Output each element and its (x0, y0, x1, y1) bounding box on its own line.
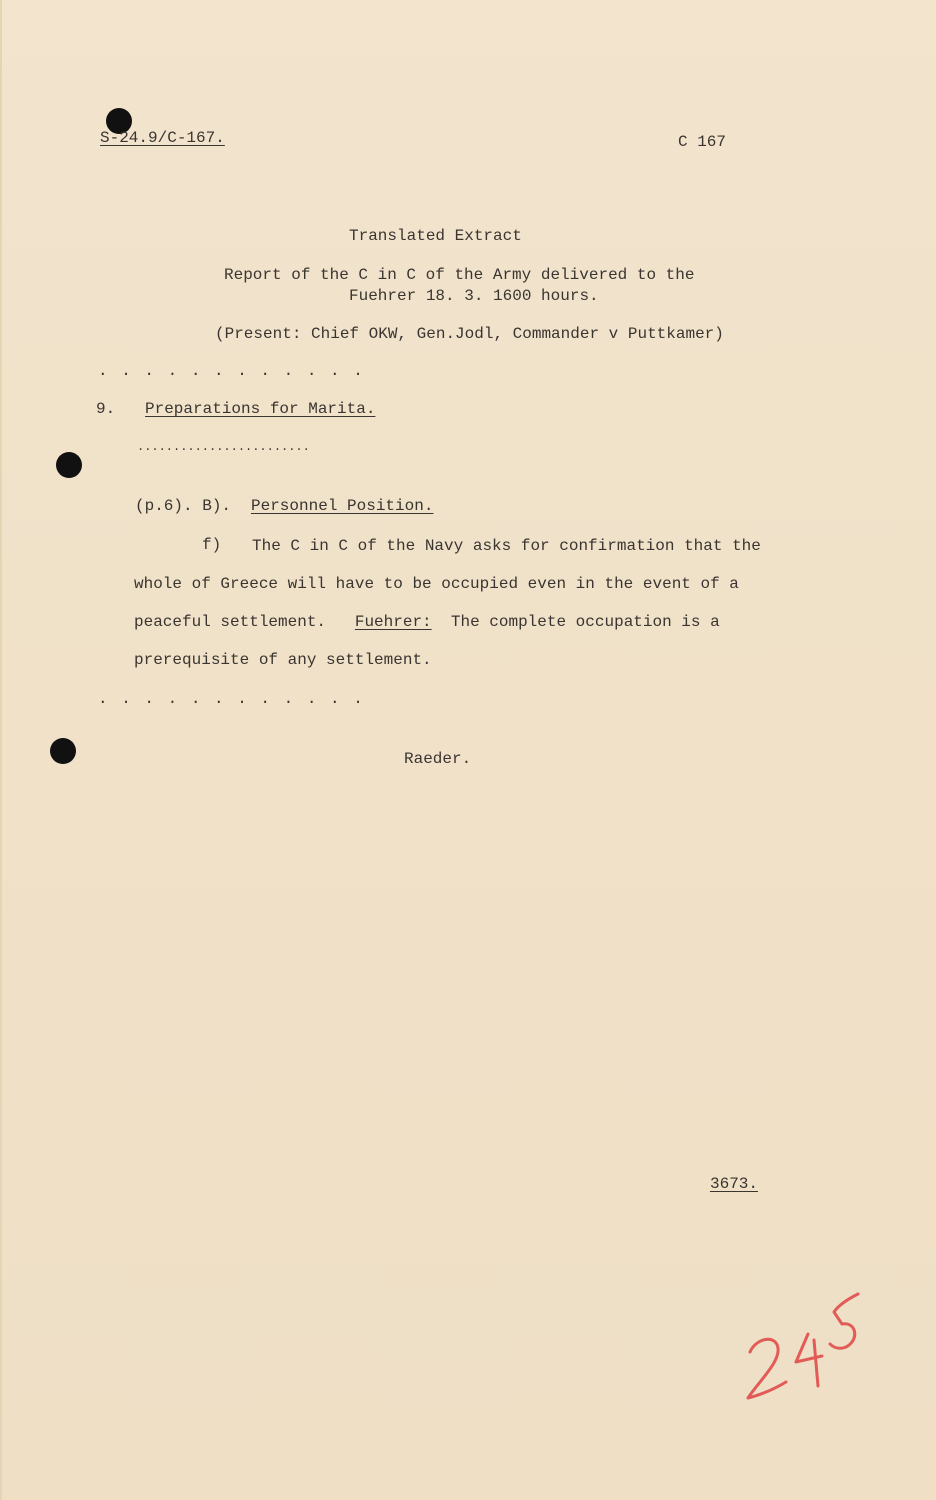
speaker-label: Fuehrer: (354, 613, 432, 631)
omission-dots: . . . . . . . . . . . . (98, 690, 365, 708)
document-title: Translated Extract (349, 227, 522, 245)
paragraph-marker: f) (202, 536, 222, 554)
document-code: C 167 (678, 133, 727, 151)
paragraph-line: The C in C of the Navy asks for confirmation that the (252, 537, 761, 555)
handwritten-number (742, 1290, 872, 1410)
present-attendees: (Present: Chief OKW, Gen.Jodl, Commander v Puttkamer) (215, 325, 724, 343)
item-heading: Preparations for Marita. (145, 400, 376, 418)
paragraph-line: prerequisite of any settlement. (134, 651, 432, 669)
paragraph-line (134, 603, 774, 641)
omission-dots: . . . . . . . . . . . . (98, 362, 365, 380)
report-subtitle-line-2: Fuehrer 18. 3. 1600 hours. (349, 287, 599, 305)
punch-hole (50, 738, 76, 764)
paragraph-text: peaceful settlement. (134, 613, 327, 631)
item-number: 9. (96, 400, 116, 418)
paragraph-text: The complete occupation is a (450, 613, 720, 631)
omission-dots: ........................ (137, 440, 310, 454)
section-reference: (p.6). B). (135, 497, 232, 515)
reference-number: S-24.9/C-167. (100, 129, 225, 147)
section-heading: Personnel Position. (251, 497, 434, 515)
page-number: 3673. (710, 1175, 759, 1193)
signature: Raeder. (404, 750, 472, 768)
paragraph-line: whole of Greece will have to be occupied even in the event of a (134, 575, 739, 593)
report-subtitle-line-1: Report of the C in C of the Army delivered to the (224, 266, 695, 284)
punch-hole (56, 452, 82, 478)
body-paragraph (134, 527, 774, 679)
